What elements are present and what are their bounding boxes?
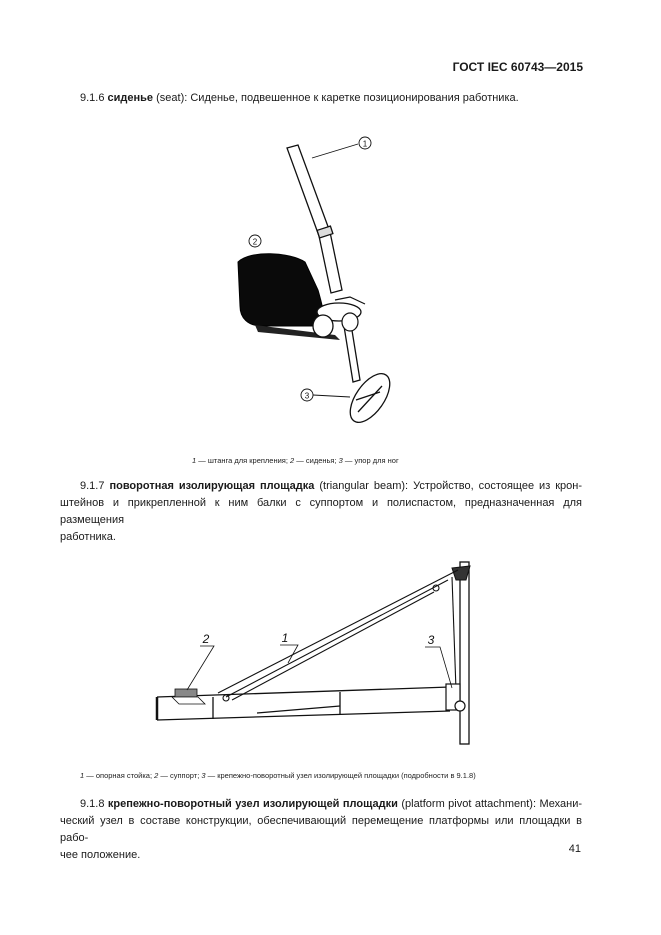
callout-3: 3 [304, 391, 310, 401]
term-english: (seat): [156, 92, 188, 104]
term: поворотная изолирующая площадка [109, 480, 315, 492]
term: сиденье [107, 92, 154, 104]
term-english: (platform pivot attachment): [401, 798, 537, 810]
document-id: ГОСТ IEC 60743—2015 [452, 60, 583, 74]
section-9-1-8: 9.1.8 крепежно-поворотный узел изолирующей площадки (platform pivot attachment): Механи- ческий узел в составе конструкции, обеспечивающий перемещение платформы или площадки в рабо- чее положение. [60, 798, 583, 861]
page-number: 41 [568, 843, 581, 855]
figure2-caption: 1 — опорная стойка; 2 — суппорт; 3 — крепежно-поворотный узел изолирующей площадки (подробности в 9.1.8) [80, 771, 476, 780]
callout-1: 1 [281, 631, 289, 645]
definition: Устройство, состоящее из крон- [413, 480, 582, 492]
callout-1: 1 [362, 139, 368, 149]
callout-2: 2 [202, 632, 210, 646]
section-number: 9.1.7 [80, 480, 105, 492]
section-9-1-7: 9.1.7 поворотная изолирующая площадка (triangular beam): Устройство, состоящее из крон- штейнов и прикрепленной к ним балки с суппортом и полиспастом, предназначенная для размещения работника. [60, 480, 582, 543]
block-and-tackle [218, 570, 458, 701]
definition: Сиденье, подвешенное к каретке позиционирования работника. [190, 92, 519, 104]
section-number: 9.1.8 [80, 798, 105, 810]
definition: Механи- [539, 798, 583, 810]
term-english: (triangular beam): [319, 480, 409, 492]
section-number: 9.1.6 [80, 92, 105, 104]
callout-2: 2 [252, 237, 258, 247]
callout-3: 3 [427, 633, 435, 647]
term: крепежно-поворотный узел изолирующей площадки [107, 798, 398, 810]
figure1-caption: 1 — штанга для крепления; 2 — сиденья; 3 — упор для ног [192, 456, 399, 465]
carriage [172, 689, 205, 704]
